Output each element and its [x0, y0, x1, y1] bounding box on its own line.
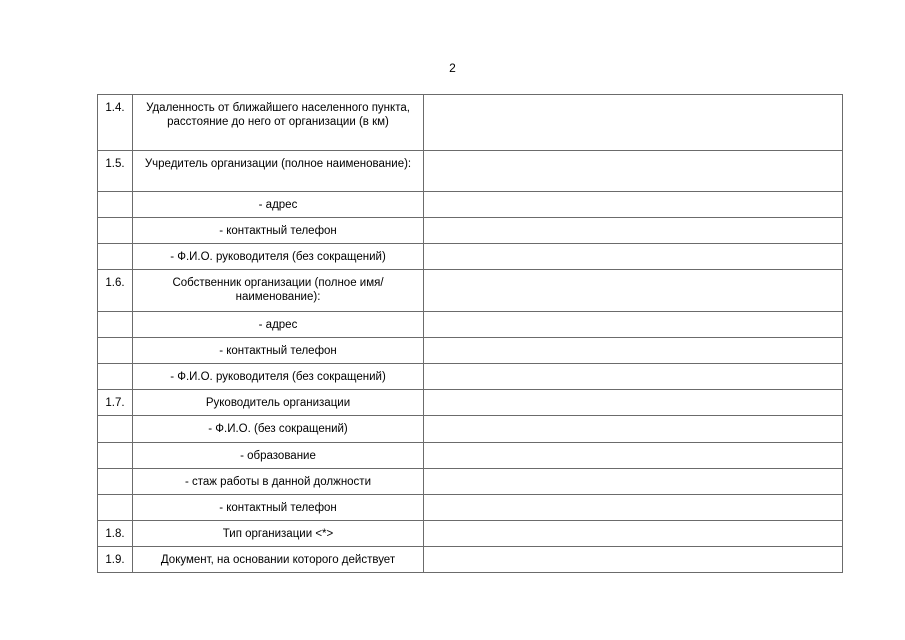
row-value-field[interactable] — [424, 218, 843, 244]
table-row — [98, 192, 843, 218]
table-row — [98, 312, 843, 338]
row-value-field[interactable] — [424, 469, 843, 495]
row-value-field[interactable] — [424, 95, 843, 151]
row-label: Учредитель организации (полное наименование): — [133, 151, 424, 192]
row-value-field[interactable] — [424, 270, 843, 312]
row-label: - контактный телефон — [133, 218, 424, 244]
form-table — [97, 94, 843, 573]
table-row — [98, 495, 843, 521]
table-row — [98, 390, 843, 416]
row-number: 1.5. — [98, 151, 133, 192]
row-number — [98, 364, 133, 390]
row-number — [98, 244, 133, 270]
row-value-field[interactable] — [424, 521, 843, 547]
row-number — [98, 469, 133, 495]
row-number — [98, 338, 133, 364]
table-row — [98, 469, 843, 495]
row-label: - адрес — [133, 192, 424, 218]
table-row — [98, 244, 843, 270]
table-row — [98, 270, 843, 312]
row-number: 1.6. — [98, 270, 133, 312]
row-value-field[interactable] — [424, 312, 843, 338]
row-number — [98, 495, 133, 521]
row-value-field[interactable] — [424, 364, 843, 390]
row-value-field[interactable] — [424, 244, 843, 270]
page-number: 2 — [449, 61, 456, 75]
row-number — [98, 218, 133, 244]
row-number — [98, 312, 133, 338]
table-row — [98, 151, 843, 192]
row-label: Руководитель организации — [133, 390, 424, 416]
row-label: - стаж работы в данной должности — [133, 469, 424, 495]
row-number — [98, 416, 133, 443]
row-label: - Ф.И.О. руководителя (без сокращений) — [133, 364, 424, 390]
row-label: - контактный телефон — [133, 495, 424, 521]
row-value-field[interactable] — [424, 547, 843, 573]
row-label: Тип организации <*> — [133, 521, 424, 547]
row-number — [98, 192, 133, 218]
row-value-field[interactable] — [424, 192, 843, 218]
row-label: - адрес — [133, 312, 424, 338]
row-value-field[interactable] — [424, 416, 843, 443]
row-value-field[interactable] — [424, 495, 843, 521]
table-row — [98, 547, 843, 573]
row-number: 1.7. — [98, 390, 133, 416]
row-number: 1.4. — [98, 95, 133, 151]
table-row — [98, 416, 843, 443]
table-row — [98, 218, 843, 244]
row-label: Удаленность от ближайшего населенного пункта, расстояние до него от организации (в км) — [133, 95, 424, 151]
row-label: - Ф.И.О. (без сокращений) — [133, 416, 424, 443]
table-row — [98, 521, 843, 547]
row-label: Документ, на основании которого действует — [133, 547, 424, 573]
row-value-field[interactable] — [424, 338, 843, 364]
table-row — [98, 338, 843, 364]
table-row — [98, 364, 843, 390]
table-row — [98, 443, 843, 469]
table-row — [98, 95, 843, 151]
row-label: Собственник организации (полное имя/наименование): — [133, 270, 424, 312]
row-value-field[interactable] — [424, 151, 843, 192]
row-value-field[interactable] — [424, 390, 843, 416]
row-number: 1.9. — [98, 547, 133, 573]
row-value-field[interactable] — [424, 443, 843, 469]
row-number — [98, 443, 133, 469]
row-label: - контактный телефон — [133, 338, 424, 364]
row-label: - Ф.И.О. руководителя (без сокращений) — [133, 244, 424, 270]
row-label: - образование — [133, 443, 424, 469]
row-number: 1.8. — [98, 521, 133, 547]
